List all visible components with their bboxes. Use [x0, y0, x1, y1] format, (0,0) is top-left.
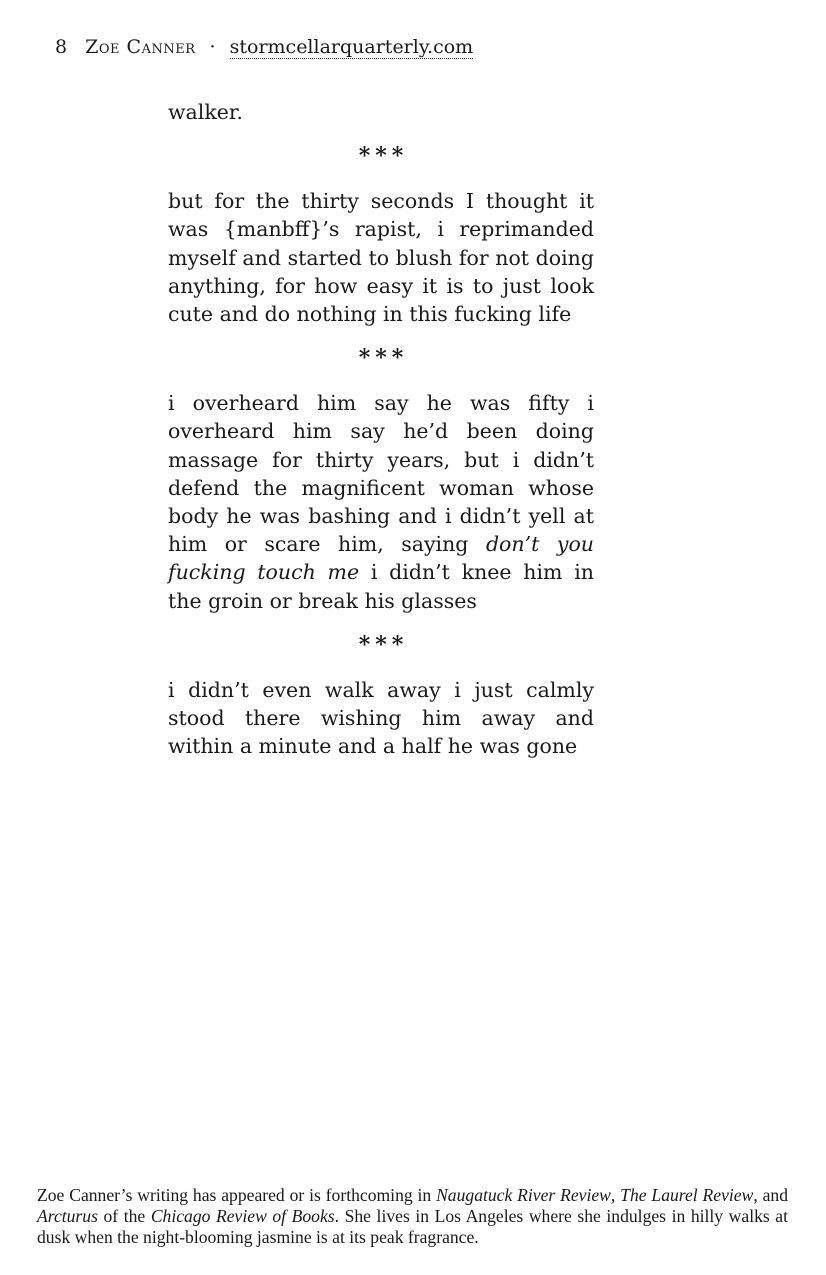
poem-stanza-2	[168, 389, 594, 615]
bio-journal-1: Naugatuck River Review	[436, 1185, 611, 1205]
running-header	[55, 34, 473, 60]
bio-text-1: Zoe Canner’s writing has appeared or is forthcoming in	[37, 1185, 437, 1205]
bio-text-4: of the	[97, 1206, 151, 1226]
poem-stanza-1: but for the thirty seconds I thought it was {manbff}’s rapist, i reprimanded myself and started to blush for not doing anything, for how easy it is to just look cute and do nothing in this fucking life	[168, 189, 594, 327]
bio-text-2: ,	[610, 1185, 621, 1205]
poem-body	[168, 98, 594, 760]
stanza-2-italic: don’t you fucking touch me	[168, 532, 594, 585]
page-number: 8	[55, 36, 68, 58]
stanza-2-text-b: i didn’t knee him in the groin or break his glasses	[168, 560, 594, 613]
bio-journal-2: The Laurel Review	[620, 1185, 754, 1205]
author-bio	[37, 1185, 788, 1248]
bio-text-5: . She lives in Los Angeles where she indulges in hilly walks at dusk when the night-blooming jasmine is at its peak fragrance.	[37, 1206, 788, 1247]
bio-text-3: , and	[753, 1185, 789, 1205]
author-name: Zoe Canner	[85, 36, 196, 58]
bio-journal-4: Chicago Review of Books	[150, 1206, 335, 1226]
section-divider-3: ***	[358, 631, 409, 658]
website-link[interactable]: stormcellarquarterly.com	[229, 36, 474, 58]
bio-journal-3: Arcturus	[37, 1206, 98, 1226]
stanza-2-text-a: i overheard him say he was fifty i overheard him say he’d been doing massage for thirty years, but i didn’t defend the magnificent woman whose body he was bashing and i didn’t yell at him or scare him, saying	[168, 391, 594, 557]
section-divider-1: ***	[358, 143, 409, 170]
header-separator: ·	[209, 36, 216, 58]
poem-fragment: walker.	[168, 100, 243, 124]
section-divider-2: ***	[358, 345, 409, 372]
poem-stanza-3: i didn’t even walk away i just calmly stood there wishing him away and within a minute and a half he was gone	[168, 677, 594, 759]
